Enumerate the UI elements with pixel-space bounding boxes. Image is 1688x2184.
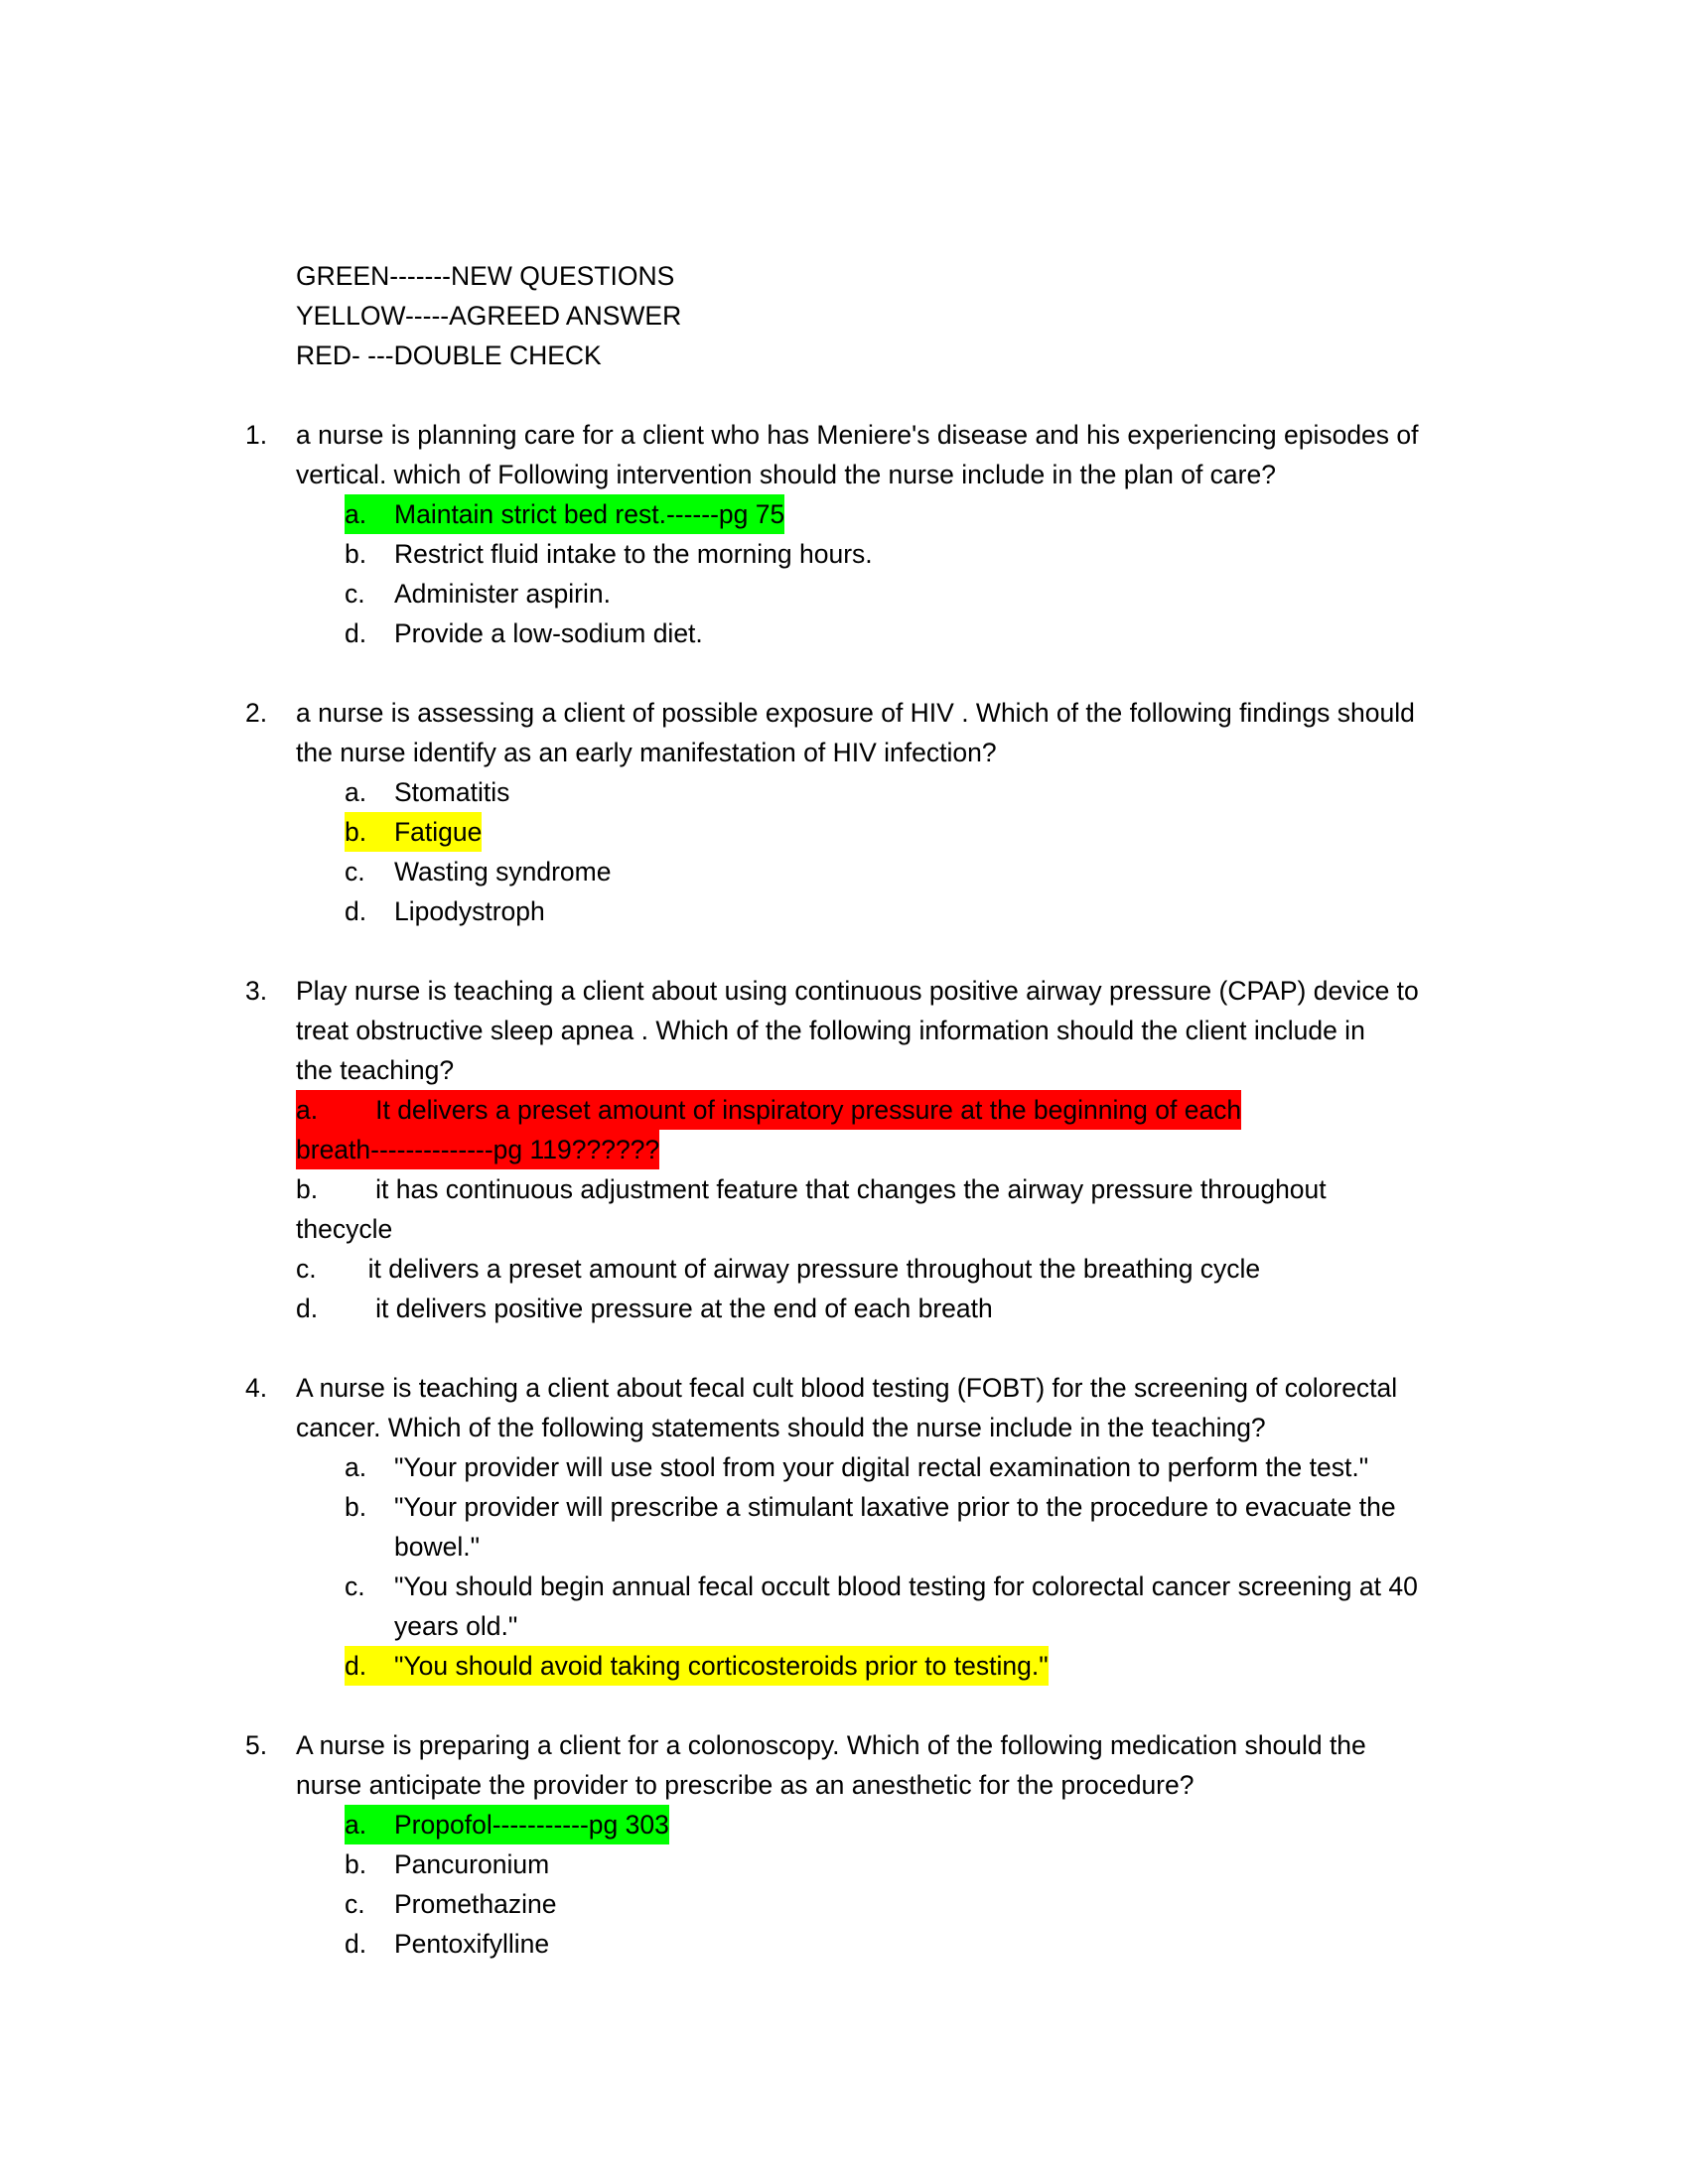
question-3-option-d-line [296, 1289, 993, 1328]
question-2-option-d: Lipodystroph [394, 896, 545, 926]
question-5-option-c: Promethazine [394, 1889, 557, 1919]
question-4-option-a: "Your provider will use stool from your digital rectal examination to perform the test." [394, 1452, 1369, 1482]
question-1-option-b-letter: b. [345, 539, 367, 569]
legend-red: RED- ---DOUBLE CHECK [296, 341, 602, 370]
question-3-option-b-line-2: thecycle [296, 1214, 393, 1244]
question-3-text-line-3: the teaching? [296, 1055, 455, 1085]
question-3-option-d-letter: d. [296, 1294, 319, 1323]
question-3-option-c-letter: c. [296, 1254, 317, 1284]
question-5-option-d-letter: d. [345, 1929, 367, 1959]
question-4-option-b-line-1: "Your provider will prescribe a stimulant laxative prior to the procedure to evacuate the [394, 1492, 1396, 1522]
question-3-text-line-2: treat obstructive sleep apnea . Which of the following information should the client include in [296, 1016, 1365, 1045]
question-1-text-line-2: vertical. which of Following intervention should the nurse include in the plan of care? [296, 460, 1276, 489]
question-4-option-d: "You should avoid taking corticosteroids prior to testing." [394, 1646, 1049, 1686]
legend-green: GREEN-------NEW QUESTIONS [296, 261, 675, 291]
question-1-option-c: Administer aspirin. [394, 579, 611, 609]
question-2-number: 2. [245, 698, 268, 728]
question-4-option-c-line-2: years old." [394, 1611, 518, 1641]
question-3-option-a-letter: a. [296, 1095, 319, 1125]
question-2-option-a-letter: a. [345, 777, 367, 807]
question-3-number: 3. [245, 976, 268, 1006]
question-4-option-c-line-1: "You should begin annual fecal occult blood testing for colorectal cancer screening at 40 [394, 1571, 1418, 1601]
question-2-option-d-letter: d. [345, 896, 367, 926]
question-1-number: 1. [245, 420, 268, 450]
question-2-text-line-1: a nurse is assessing a client of possible exposure of HIV . Which of the following findings should [296, 698, 1415, 728]
question-5-option-b-letter: b. [345, 1849, 367, 1879]
question-3-option-b-line-1 [296, 1169, 1327, 1209]
question-4-option-c-letter: c. [345, 1571, 365, 1601]
question-1-text-line-1: a nurse is planning care for a client who has Meniere's disease and his experiencing episodes of [296, 420, 1419, 450]
question-4-option-a-letter: a. [345, 1452, 367, 1482]
question-3-text-line-1: Play nurse is teaching a client about using continuous positive airway pressure (CPAP) device to [296, 976, 1419, 1006]
question-2-option-c-letter: c. [345, 857, 365, 887]
question-5-option-b: Pancuronium [394, 1849, 550, 1879]
question-4-option-b-line-2: bowel." [394, 1532, 481, 1562]
legend-yellow: YELLOW-----AGREED ANSWER [296, 301, 682, 331]
question-5-number: 5. [245, 1730, 268, 1760]
question-5-option-d: Pentoxifylline [394, 1929, 550, 1959]
question-3-option-a-text: It delivers a preset amount of inspiratory pressure at the beginning of each [375, 1095, 1242, 1125]
question-2-option-b: Fatigue [394, 812, 482, 852]
question-3-option-a-line-1 [296, 1090, 1241, 1130]
question-2-option-b-letter: b. [345, 812, 394, 852]
question-4-option-b-letter: b. [345, 1492, 367, 1522]
question-1-option-d: Provide a low-sodium diet. [394, 618, 703, 648]
question-5-option-a-letter: a. [345, 1805, 394, 1844]
question-1-option-a-letter: a. [345, 494, 394, 534]
question-2-text-line-2: the nurse identify as an early manifestation of HIV infection? [296, 738, 997, 767]
question-4-text-line-2: cancer. Which of the following statements should the nurse include in the teaching? [296, 1413, 1266, 1442]
question-5-option-c-letter: c. [345, 1889, 365, 1919]
question-4-number: 4. [245, 1373, 268, 1403]
question-3-option-c-line [296, 1249, 1260, 1289]
question-2-option-a: Stomatitis [394, 777, 510, 807]
question-4-text-line-1: A nurse is teaching a client about fecal cult blood testing (FOBT) for the screening of colorectal [296, 1373, 1398, 1403]
question-3-option-d-text: it delivers positive pressure at the end of each breath [375, 1294, 993, 1323]
question-3-option-b-text: it has continuous adjustment feature that changes the airway pressure throughout [375, 1174, 1327, 1204]
question-1-option-b: Restrict fluid intake to the morning hours. [394, 539, 873, 569]
question-3-option-b-letter: b. [296, 1174, 319, 1204]
question-3-option-a-line-2: breath--------------pg 119?????? [296, 1130, 659, 1169]
question-1-option-c-letter: c. [345, 579, 365, 609]
question-2-option-c: Wasting syndrome [394, 857, 612, 887]
question-3-option-c-text: it delivers a preset amount of airway pressure throughout the breathing cycle [367, 1254, 1261, 1284]
question-5-text-line-1: A nurse is preparing a client for a colonoscopy. Which of the following medication should the [296, 1730, 1366, 1760]
question-1-option-d-letter: d. [345, 618, 367, 648]
question-4-option-d-letter: d. [345, 1646, 394, 1686]
question-5-option-a: Propofol-----------pg 303 [394, 1805, 669, 1844]
question-5-text-line-2: nurse anticipate the provider to prescribe as an anesthetic for the procedure? [296, 1770, 1195, 1800]
question-1-option-a: Maintain strict bed rest.------pg 75 [394, 494, 784, 534]
